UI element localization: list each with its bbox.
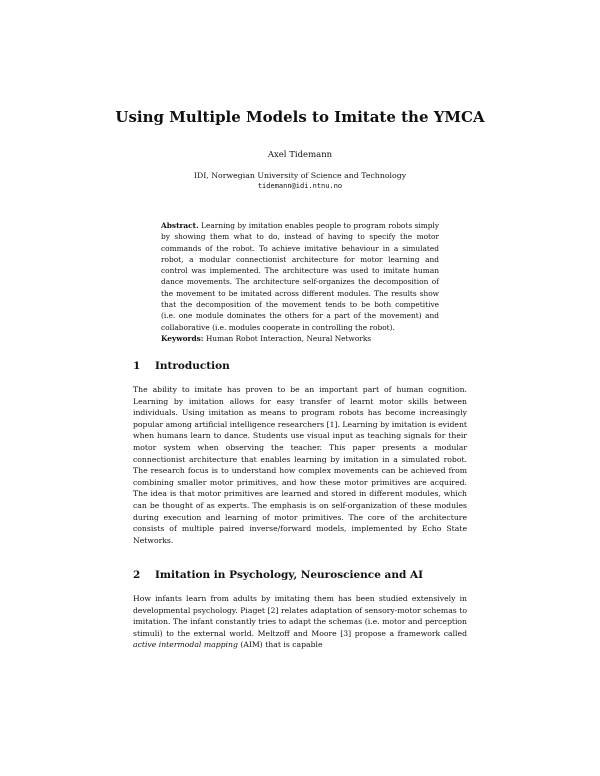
affiliation: IDI, Norwegian University of Science and Technology (193, 171, 407, 180)
introduction-paragraph: The ability to imitate has proven to be an important part of human cognition. Learning by imitation allows for easy transfer of learnt motor skills between individuals. Using imitation as means to program robots has become increasingly popular among artificial intelligence researchers [1]. Learning by imitation is evident when humans learn to dance. Students use visual input as teaching signals for their motor system when observing the teacher. This paper presents a modular connectionist architecture that enables learning by imitation in a simulated robot. The research focus is to understand how complex movements can be achieved from combining smaller motor primitives, and how these motor primitives are acquired. The idea is that motor primitives are learned and stored in different modules, which can be thought of as experts. The emphasis is on self-organization of these modules during execution and learning of motor primitives. The core of the architecture consists of multiple paired inverse/forward models, implemented by Echo State Networks. (133, 385, 467, 545)
abstract (161, 220, 439, 344)
abstract-text: Learning by imitation enables people to program robots simply by showing them what to do, instead of having to specify the motor commands of the robot. To achieve imitative behaviour in a simulated robot, a modular connectionist architecture for motor learning and control was implemented. The architecture was used to imitate human dance movements. The architecture self-organizes the decomposition of the movement to be imitated across different modules. The results show that the decomposition of the movement tends to be both competitive (i.e. one module dominates the others for a part of the movement) and collaborative (i.e. modules cooperate in controlling the robot). (161, 221, 440, 332)
keywords-text: Human Robot Interaction, Neural Networks (205, 333, 372, 343)
section-title: Imitation in Psychology, Neuroscience and AI (155, 569, 424, 581)
section-number: 1 (133, 360, 141, 372)
author-email: tidemann@idi.ntnu.no (257, 182, 343, 190)
author-affiliation-block (0, 170, 600, 192)
imitation-paragraph (133, 593, 467, 685)
keywords-label: Keywords: (161, 333, 204, 343)
author-name: Axel Tidemann (267, 150, 333, 160)
abstract-label: Abstract. (161, 221, 199, 230)
paper-title: Using Multiple Models to Imitate the YMCA (115, 108, 485, 126)
section-heading-imitation (133, 569, 473, 581)
section-title: Introduction (155, 360, 230, 372)
section-number: 2 (133, 569, 141, 581)
paragraph-text: (AIM) that is capable (237, 640, 323, 650)
section-heading-introduction (133, 360, 473, 372)
emphasized-term: active intermodal mapping (133, 640, 238, 650)
paragraph-text: How infants learn from adults by imitating them has been studied extensively in developmental psychology. Piaget [2] relates adaptation of sensory-motor schemas to imitation. The infant constantly tries to adapt the schemas (i.e. motor and perception stimuli) to the external world. Meltzoff and Moore [3] propose a framework called (133, 594, 467, 638)
